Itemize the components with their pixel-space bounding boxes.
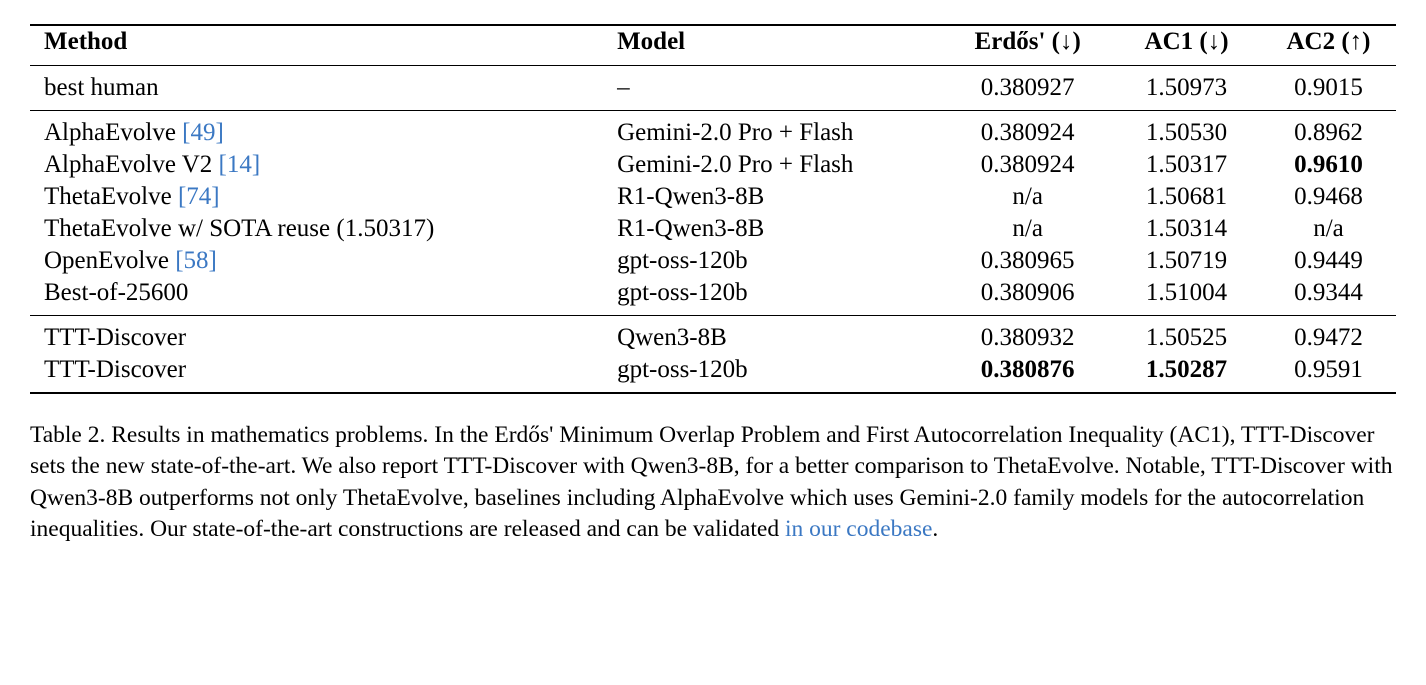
cell-method — [30, 354, 617, 393]
citation-link[interactable]: [14] — [218, 151, 261, 178]
cell-ac1: 1.50530 — [1112, 111, 1261, 150]
cell-ac1: 1.50525 — [1112, 316, 1261, 355]
cell-erdos: 0.380924 — [980, 151, 1075, 178]
cell-ac2: 0.9449 — [1294, 247, 1363, 274]
cell-ac2: 0.9468 — [1294, 183, 1363, 210]
citation-link[interactable]: [49] — [182, 119, 224, 146]
cell-erdos: 0.380924 — [943, 111, 1112, 150]
cell-model: gpt-oss-120b — [617, 354, 943, 393]
caption-text: Table 2. Results in mathematics problems. In the Erdős' Minimum Overlap Problem and First Autocorrelation Inequality (AC1), TTT-Discover sets the new state-of-the-art. We also report TTT-Discover with Qwen3-8B, for a better comparison to ThetaEvolve. Notable, TTT-Discover with Qwen3-8B outperforms not only ThetaEvolve, baselines including AlphaEvolve which uses Gemini-2.0 family models for the autocorrelation inequalities. Our state-of-the-art constructions are released and can be validated — [30, 422, 1393, 542]
cell-erdos: 0.380932 — [943, 316, 1112, 355]
cell-model: Qwen3-8B — [617, 316, 943, 355]
cell-erdos: 0.380876 — [943, 354, 1112, 393]
cell-model: gpt-oss-120b — [617, 247, 748, 274]
method-label: ThetaEvolve — [44, 183, 172, 210]
table-row — [30, 111, 1396, 150]
table-row — [30, 66, 1396, 111]
table-row — [30, 245, 1396, 277]
cell-method — [30, 277, 617, 316]
cell-erdos: 0.380927 — [943, 66, 1112, 111]
cell-ac1: 1.51004 — [1145, 279, 1228, 306]
caption-text-end: . — [932, 515, 939, 542]
table-row — [30, 316, 1396, 355]
column-header-erdos: Erdős' (↓) — [943, 25, 1112, 66]
method-label: Best-of-25600 — [44, 279, 189, 306]
codebase-link[interactable]: in our codebase — [784, 515, 933, 542]
column-header-ac2: AC2 (↑) — [1261, 25, 1396, 66]
cell-method — [30, 213, 617, 245]
cell-model: – — [617, 66, 943, 111]
table-row — [30, 277, 1396, 316]
cell-ac1: 1.50314 — [1145, 215, 1228, 242]
table-caption — [30, 420, 1396, 545]
method-label: ThetaEvolve w/ SOTA reuse (1.50317) — [44, 215, 435, 242]
cell-ac2: n/a — [1313, 215, 1344, 242]
table-header — [30, 25, 1396, 66]
table-row — [30, 213, 1396, 245]
method-label: TTT-Discover — [44, 324, 187, 351]
method-label: AlphaEvolve V2 — [44, 151, 213, 178]
cell-ac2: 0.9344 — [1294, 279, 1363, 306]
cell-ac2: 0.9610 — [1294, 151, 1363, 178]
cell-erdos: 0.380906 — [980, 279, 1075, 306]
cell-method — [30, 316, 617, 355]
citation-link[interactable]: [74] — [177, 183, 220, 210]
cell-model: R1-Qwen3-8B — [617, 183, 765, 210]
citation-link[interactable]: [58] — [175, 247, 217, 274]
cell-ac1: 1.50681 — [1145, 183, 1228, 210]
method-label: TTT-Discover — [44, 356, 187, 383]
cell-model: Gemini-2.0 Pro + Flash — [617, 111, 943, 150]
cell-ac2: 0.9015 — [1261, 66, 1396, 111]
method-label: best human — [44, 74, 159, 101]
cell-ac1: 1.50287 — [1112, 354, 1261, 393]
cell-erdos: 0.380965 — [980, 247, 1075, 274]
method-label: OpenEvolve — [44, 247, 169, 274]
cell-ac2: 0.9472 — [1261, 316, 1396, 355]
column-header-method: Method — [30, 25, 617, 66]
cell-model: R1-Qwen3-8B — [617, 215, 765, 242]
cell-ac1: 1.50719 — [1145, 247, 1228, 274]
table-header-row — [30, 25, 1396, 66]
table-row — [30, 149, 1396, 181]
cell-method — [30, 181, 617, 213]
table-body — [30, 66, 1396, 394]
cell-ac2: 0.8962 — [1261, 111, 1396, 150]
cell-method — [30, 66, 617, 111]
table-row — [30, 181, 1396, 213]
cell-model: gpt-oss-120b — [617, 279, 748, 306]
cell-erdos: n/a — [1012, 215, 1043, 242]
cell-method — [30, 149, 617, 181]
column-header-model: Model — [617, 25, 943, 66]
cell-model: Gemini-2.0 Pro + Flash — [617, 151, 854, 178]
cell-ac2: 0.9591 — [1261, 354, 1396, 393]
cell-erdos: n/a — [1012, 183, 1043, 210]
column-header-ac1: AC1 (↓) — [1112, 25, 1261, 66]
cell-method — [30, 111, 617, 150]
method-label: AlphaEvolve — [44, 119, 176, 146]
cell-ac1: 1.50317 — [1145, 151, 1228, 178]
cell-method — [30, 245, 617, 277]
cell-ac1: 1.50973 — [1112, 66, 1261, 111]
table-row — [30, 354, 1396, 393]
results-table — [30, 24, 1396, 394]
